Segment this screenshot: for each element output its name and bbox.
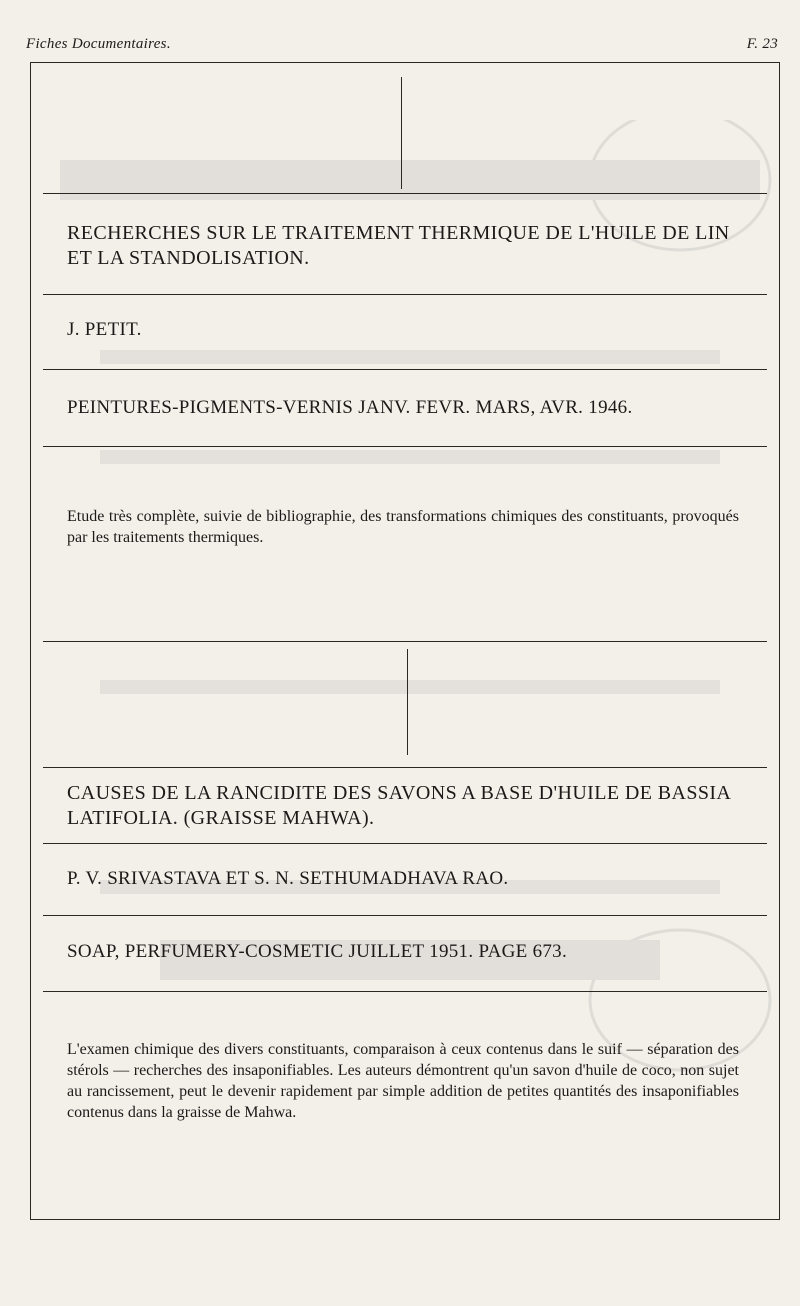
header-title: Fiches Documentaires. — [26, 36, 171, 52]
article-abstract-2: L'examen chimique des divers constituants, comparaison à ceux contenus dans le suif — séparation des stérols — recherches des insaponifiables. Les auteurs démontrent qu'un savon d'huile de coco, non sujet au rancissement, peut le devenir rapidement par simple addition de petites quantités des insaponifiables contenus dans la graisse de Mahwa. — [67, 1041, 739, 1121]
article-source-2: SOAP, PERFUMERY-COSMETIC JUILLET 1951. PAGE 673. — [67, 941, 568, 962]
rule — [43, 446, 767, 447]
article-title-1: RECHERCHES SUR LE TRAITEMENT THERMIQUE DE L'HUILE DE LIN ET LA STANDOLISATION. — [67, 222, 730, 269]
header-folio: F. 23 — [746, 36, 778, 52]
rule — [43, 641, 767, 642]
rule — [43, 369, 767, 370]
rule — [43, 193, 767, 194]
rule — [43, 915, 767, 916]
article-author-2: P. V. SRIVASTAVA ET S. N. SETHUMADHAVA RAO. — [67, 868, 509, 889]
column-divider — [401, 77, 402, 189]
article-source-1: PEINTURES-PIGMENTS-VERNIS JANV. FEVR. MARS, AVR. 1946. — [67, 397, 633, 418]
article-author-1: J. PETIT. — [67, 319, 142, 340]
rule — [43, 767, 767, 768]
index-card — [30, 62, 780, 1220]
article-title-2: CAUSES DE LA RANCIDITE DES SAVONS A BASE D'HUILE DE BASSIA LATIFOLIA. (GRAISSE MAHWA). — [67, 782, 731, 829]
rule — [43, 991, 767, 992]
column-divider — [407, 649, 408, 755]
article-abstract-1: Etude très complète, suivie de bibliographie, des transformations chimiques des constituants, provoqués par les traitements thermiques. — [67, 508, 739, 546]
rule — [43, 294, 767, 295]
rule — [43, 843, 767, 844]
